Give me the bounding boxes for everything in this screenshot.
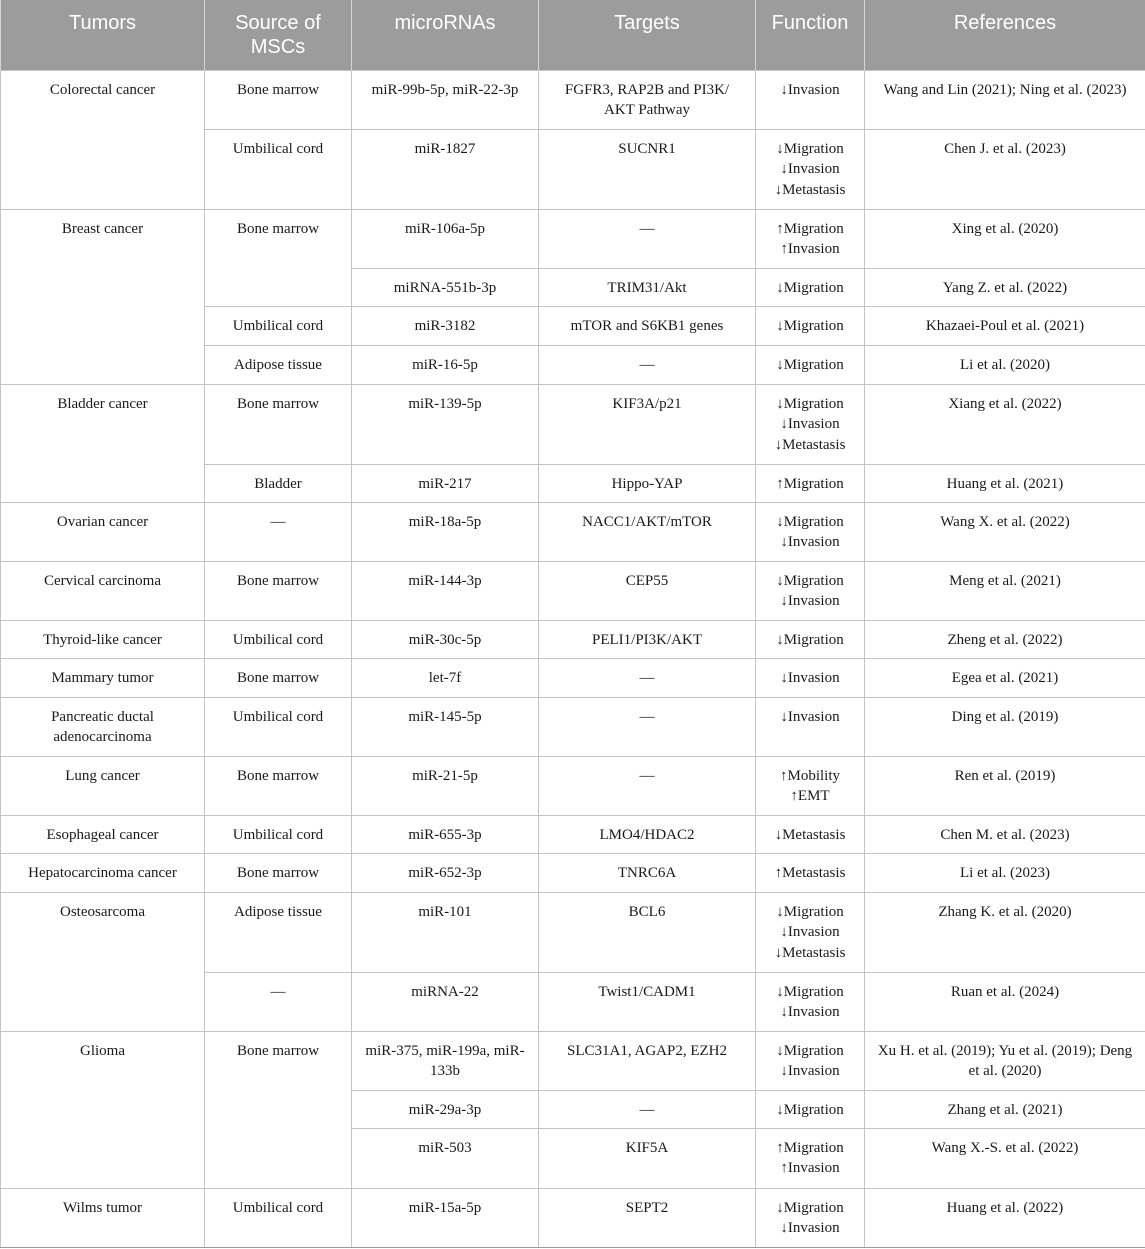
mirna-cell: miR-217 — [352, 464, 539, 502]
targets-cell: BCL6 — [539, 892, 756, 972]
source-cell: Umbilical cord — [205, 815, 352, 853]
references-cell: Huang et al. (2021) — [865, 464, 1145, 502]
references-cell: Chen J. et al. (2023) — [865, 129, 1145, 209]
source-cell: Umbilical cord — [205, 129, 352, 209]
source-cell: Bone marrow — [205, 1031, 352, 1188]
function-cell: ↑Migration ↑Invasion — [756, 1128, 865, 1188]
targets-cell: — — [539, 209, 756, 268]
targets-cell: NACC1/AKT/mTOR — [539, 502, 756, 561]
references-cell: Zhang et al. (2021) — [865, 1090, 1145, 1128]
mirna-cell: miRNA-551b-3p — [352, 268, 539, 306]
mirna-cell: miRNA-22 — [352, 972, 539, 1031]
source-cell: Adipose tissue — [205, 892, 352, 972]
targets-cell: — — [539, 1090, 756, 1128]
tumor-cell: Glioma — [1, 1031, 205, 1188]
source-cell: Bone marrow — [205, 853, 352, 892]
tumor-cell: Breast cancer — [1, 209, 205, 384]
tumor-cell: Hepatocarcinoma cancer — [1, 853, 205, 892]
source-cell: — — [205, 502, 352, 561]
mirna-cell: miR-375, miR-199a, miR- 133b — [352, 1031, 539, 1090]
header-function: Function — [756, 0, 865, 70]
references-cell: Zheng et al. (2022) — [865, 620, 1145, 658]
references-cell: Li et al. (2023) — [865, 853, 1145, 892]
function-cell: ↓Migration — [756, 345, 865, 384]
function-cell: ↓Migration ↓Invasion — [756, 972, 865, 1031]
mirna-cell: miR-503 — [352, 1128, 539, 1188]
targets-cell: Hippo-YAP — [539, 464, 756, 502]
function-cell: ↓Migration — [756, 268, 865, 306]
targets-cell: TNRC6A — [539, 853, 756, 892]
mirna-cell: miR-101 — [352, 892, 539, 972]
function-cell: ↓Migration ↓Invasion ↓Metastasis — [756, 129, 865, 209]
targets-cell: TRIM31/Akt — [539, 268, 756, 306]
table-row — [1, 561, 1145, 620]
targets-cell: mTOR and S6KB1 genes — [539, 306, 756, 345]
tumor-cell: Ovarian cancer — [1, 502, 205, 561]
targets-cell: Twist1/CADM1 — [539, 972, 756, 1031]
mirna-cell: miR-106a-5p — [352, 209, 539, 268]
targets-cell: PELI1/PI3K/AKT — [539, 620, 756, 658]
source-cell: Bone marrow — [205, 561, 352, 620]
source-cell: Bladder — [205, 464, 352, 502]
function-cell: ↑Migration — [756, 464, 865, 502]
targets-cell: SEPT2 — [539, 1188, 756, 1247]
references-cell: Khazaei-Poul et al. (2021) — [865, 306, 1145, 345]
header-micrornas: microRNAs — [352, 0, 539, 70]
targets-cell: SLC31A1, AGAP2, EZH2 — [539, 1031, 756, 1090]
mirna-cell: miR-655-3p — [352, 815, 539, 853]
references-cell: Chen M. et al. (2023) — [865, 815, 1145, 853]
function-cell: ↑Mobility ↑EMT — [756, 756, 865, 815]
header-row — [1, 0, 1145, 70]
header-references: References — [865, 0, 1145, 70]
table-row — [1, 209, 1145, 268]
function-cell: ↓Migration ↓Invasion ↓Metastasis — [756, 892, 865, 972]
table-row — [1, 892, 1145, 972]
function-cell: ↓Migration ↓Invasion — [756, 1031, 865, 1090]
function-cell: ↓Migration ↓Invasion — [756, 1188, 865, 1247]
references-cell: Egea et al. (2021) — [865, 658, 1145, 697]
table-row — [1, 384, 1145, 464]
function-cell: ↓Migration — [756, 306, 865, 345]
table-row — [1, 620, 1145, 658]
references-cell: Ding et al. (2019) — [865, 697, 1145, 756]
header-source: Source of MSCs — [205, 0, 352, 70]
tumor-cell: Esophageal cancer — [1, 815, 205, 853]
mirna-cell: miR-145-5p — [352, 697, 539, 756]
function-cell: ↑Migration ↑Invasion — [756, 209, 865, 268]
references-cell: Li et al. (2020) — [865, 345, 1145, 384]
mirna-cell: miR-30c-5p — [352, 620, 539, 658]
references-cell: Wang and Lin (2021); Ning et al. (2023) — [865, 70, 1145, 129]
source-cell: Umbilical cord — [205, 306, 352, 345]
function-cell: ↓Migration ↓Invasion — [756, 561, 865, 620]
references-cell: Xing et al. (2020) — [865, 209, 1145, 268]
references-cell: Meng et al. (2021) — [865, 561, 1145, 620]
source-cell: Umbilical cord — [205, 620, 352, 658]
table-row — [1, 1188, 1145, 1247]
table-row — [1, 815, 1145, 853]
table-row — [1, 658, 1145, 697]
function-cell: ↓Migration ↓Invasion ↓Metastasis — [756, 384, 865, 464]
function-cell: ↓Migration — [756, 620, 865, 658]
mirna-cell: miR-3182 — [352, 306, 539, 345]
tumor-cell: Mammary tumor — [1, 658, 205, 697]
tumor-cell: Cervical carcinoma — [1, 561, 205, 620]
table-row — [1, 502, 1145, 561]
targets-cell: KIF3A/p21 — [539, 384, 756, 464]
table-row — [1, 697, 1145, 756]
references-cell: Yang Z. et al. (2022) — [865, 268, 1145, 306]
references-cell: Wang X. et al. (2022) — [865, 502, 1145, 561]
source-cell: Bone marrow — [205, 70, 352, 129]
mirna-cell: miR-21-5p — [352, 756, 539, 815]
references-cell: Ruan et al. (2024) — [865, 972, 1145, 1031]
mirna-cell: miR-99b-5p, miR-22-3p — [352, 70, 539, 129]
source-cell: Bone marrow — [205, 209, 352, 306]
references-cell: Huang et al. (2022) — [865, 1188, 1145, 1247]
references-cell: Ren et al. (2019) — [865, 756, 1145, 815]
mirna-cell: miR-652-3p — [352, 853, 539, 892]
tumor-cell: Pancreatic ductal adenocarcinoma — [1, 697, 205, 756]
mirna-cell: miR-16-5p — [352, 345, 539, 384]
references-cell: Xu H. et al. (2019); Yu et al. (2019); Deng et al. (2020) — [865, 1031, 1145, 1090]
source-cell: — — [205, 972, 352, 1031]
table-row — [1, 70, 1145, 129]
header-targets: Targets — [539, 0, 756, 70]
source-cell: Umbilical cord — [205, 1188, 352, 1247]
references-cell: Xiang et al. (2022) — [865, 384, 1145, 464]
function-cell: ↓Invasion — [756, 658, 865, 697]
source-cell: Bone marrow — [205, 756, 352, 815]
mirna-cell: miR-1827 — [352, 129, 539, 209]
tumor-cell: Osteosarcoma — [1, 892, 205, 1031]
table-row — [1, 853, 1145, 892]
mirna-cell: miR-15a-5p — [352, 1188, 539, 1247]
tumor-cell: Bladder cancer — [1, 384, 205, 502]
mirna-cell: miR-18a-5p — [352, 502, 539, 561]
function-cell: ↓Invasion — [756, 697, 865, 756]
source-cell: Adipose tissue — [205, 345, 352, 384]
targets-cell: — — [539, 345, 756, 384]
function-cell: ↓Migration — [756, 1090, 865, 1128]
tumor-cell: Lung cancer — [1, 756, 205, 815]
source-cell: Bone marrow — [205, 384, 352, 464]
targets-cell: — — [539, 658, 756, 697]
function-cell: ↓Migration ↓Invasion — [756, 502, 865, 561]
tumor-cell: Wilms tumor — [1, 1188, 205, 1247]
targets-cell: LMO4/HDAC2 — [539, 815, 756, 853]
mirna-cell: miR-29a-3p — [352, 1090, 539, 1128]
mirna-cell: let-7f — [352, 658, 539, 697]
function-cell: ↑Metastasis — [756, 853, 865, 892]
tumor-cell: Thyroid-like cancer — [1, 620, 205, 658]
targets-cell: SUCNR1 — [539, 129, 756, 209]
mirna-cell: miR-139-5p — [352, 384, 539, 464]
header-tumors: Tumors — [1, 0, 205, 70]
function-cell: ↓Metastasis — [756, 815, 865, 853]
targets-cell: — — [539, 756, 756, 815]
table-row — [1, 756, 1145, 815]
targets-cell: CEP55 — [539, 561, 756, 620]
source-cell: Bone marrow — [205, 658, 352, 697]
mirna-cell: miR-144-3p — [352, 561, 539, 620]
function-cell: ↓Invasion — [756, 70, 865, 129]
tumor-cell: Colorectal cancer — [1, 70, 205, 209]
targets-cell: KIF5A — [539, 1128, 756, 1188]
references-cell: Wang X.-S. et al. (2022) — [865, 1128, 1145, 1188]
targets-cell: FGFR3, RAP2B and PI3K/ AKT Pathway — [539, 70, 756, 129]
source-cell: Umbilical cord — [205, 697, 352, 756]
table-row — [1, 1031, 1145, 1090]
targets-cell: — — [539, 697, 756, 756]
references-cell: Zhang K. et al. (2020) — [865, 892, 1145, 972]
